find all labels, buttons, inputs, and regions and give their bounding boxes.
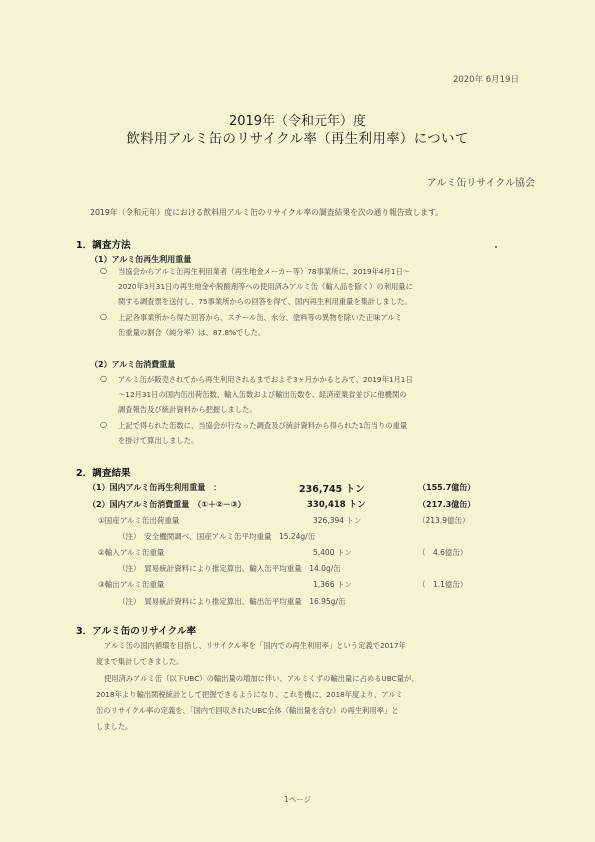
section-2-heading: 2．調査結果 (76, 468, 131, 479)
title-line-2: 飲料用アルミ缶のリサイクル率（再生利用率）について (126, 131, 469, 147)
item-3-cans: （ 1.1億缶） (418, 580, 468, 589)
section-1-sub-2-heading: （2）アルミ缶消費重量 (90, 360, 176, 369)
sub1-b1-line-1: 当協会からアルミ缶再生利用業者（再生地金メーカー等）78事業所に、2019年4月1日～ (118, 267, 411, 276)
bullet-circle: ○ (100, 312, 107, 321)
sub2-b2-line-2: を掛けて算出しました。 (118, 436, 199, 445)
item-2-note: （注） 貿易統計資料により推定算出、輸入缶平均重量 14.0g/缶 (118, 564, 341, 573)
section-1-heading: 1．調査方法 (76, 240, 131, 251)
result-row-2-cans: （217.3億缶） (418, 500, 476, 509)
item-2-cans: （ 4.6億缶） (418, 548, 468, 557)
item-3-value: 1,366 トン (313, 580, 352, 589)
page-number: 1ページ (283, 795, 312, 804)
item-1-label: ①国産アルミ缶出荷重量 (98, 516, 180, 525)
result-row-2-value: 330,418 トン (307, 500, 366, 510)
section-3-p1-line-1: アルミ缶の国内循環を目指し、リサイクル率を「国内での再生利用率」という定義で2017年 (104, 641, 406, 650)
section-3-p2-line-1: 使用済みアルミ缶（以下UBC）の輸出量の増加に伴い、アルミくずの輸出量に占めるUBC量が、 (104, 674, 419, 683)
section-3-p2-line-3: 缶のリサイクル率の定義を、「国内で回収されたUBC全体（輸出量を含む）の再生利用率」と (96, 706, 399, 715)
sub2-b1-line-3: 調査報告及び統計資料から把握しました。 (118, 405, 257, 414)
section-3-p2-line-2: 2018年より輸出関税統計として把握できるようになり、これを機に、2018年度より、アルミ (96, 690, 403, 699)
scan-mark (495, 246, 497, 248)
item-3-label: ③輸出アルミ缶重量 (98, 580, 165, 589)
item-2-value: 5,400 トン (313, 548, 352, 557)
item-1-value: 326,394 トン (313, 516, 362, 525)
bullet-circle: ○ (100, 266, 107, 275)
item-1-cans: （213.9億缶） (418, 516, 470, 525)
result-row-2-label: （2）国内アルミ缶消費重量 （①＋②－③） (88, 500, 246, 509)
sub1-b1-line-2: 2020年3月31日の再生地金や脱酸剤等への使用済みアルミ缶（輸入品を除く）の利用量に (118, 282, 413, 291)
sub2-b1-line-1: アルミ缶が販売されてから再生利用されるまでおよそ3ヶ月かかるとみて、2019年1月1日 (118, 375, 413, 384)
sub2-b1-line-2: ～12月31日の国内缶出荷缶数、輸入缶数および輸出缶数を、経済産業省並びに他機関の (118, 390, 407, 399)
result-row-1-value: 236,745 トン (299, 484, 365, 495)
document-date: 2020年 6月19日 (452, 75, 519, 85)
organization-name: アルミ缶リサイクル協会 (426, 178, 535, 189)
section-3-p1-line-2: 度まで集計してきました。 (96, 657, 184, 666)
item-3-note: （注） 貿易統計資料により推定算出、輸出缶平均重量 16.95g/缶 (118, 597, 346, 606)
item-2-label: ②輸入アルミ缶重量 (98, 548, 165, 557)
result-row-1-label: （1）国内アルミ缶再生利用重量 ： (88, 483, 222, 492)
section-1-sub-1-heading: （1）アルミ缶再生利用重量 (90, 255, 192, 264)
bullet-circle: ○ (100, 420, 107, 429)
bullet-circle: ○ (100, 374, 107, 383)
sub1-b2-line-1: 上記各事業所から得た回答から、スチール缶、水分、塗料等の異物を除いた正味アルミ (118, 313, 402, 322)
sub2-b2-line-1: 上記で得られた缶数に、当協会が行なった調査及び統計資料から得られた1缶当りの重量 (118, 421, 408, 430)
result-row-1-cans: （155.7億缶） (418, 483, 476, 492)
section-3-p2-line-4: しました。 (96, 722, 133, 731)
sub1-b2-line-2: 缶重量の割合（純分率）は、87.8%でした。 (118, 328, 266, 337)
section-3-heading: 3．アルミ缶のリサイクル率 (76, 626, 197, 637)
item-1-note: （注） 安全機関調べ、国産アルミ缶平均重量 15.24g/缶 (118, 532, 316, 541)
sub1-b1-line-3: 関する調査票を送付し、75事業所からの回答を得て、国内再生利用重量を集計しました。 (118, 297, 412, 306)
title-line-1: 2019年（令和元年）度 (228, 114, 367, 129)
intro-paragraph: 2019年（令和元年）度における飲料用アルミ缶のリサイクル率の調査結果を次の通り報告致します。 (90, 208, 444, 217)
